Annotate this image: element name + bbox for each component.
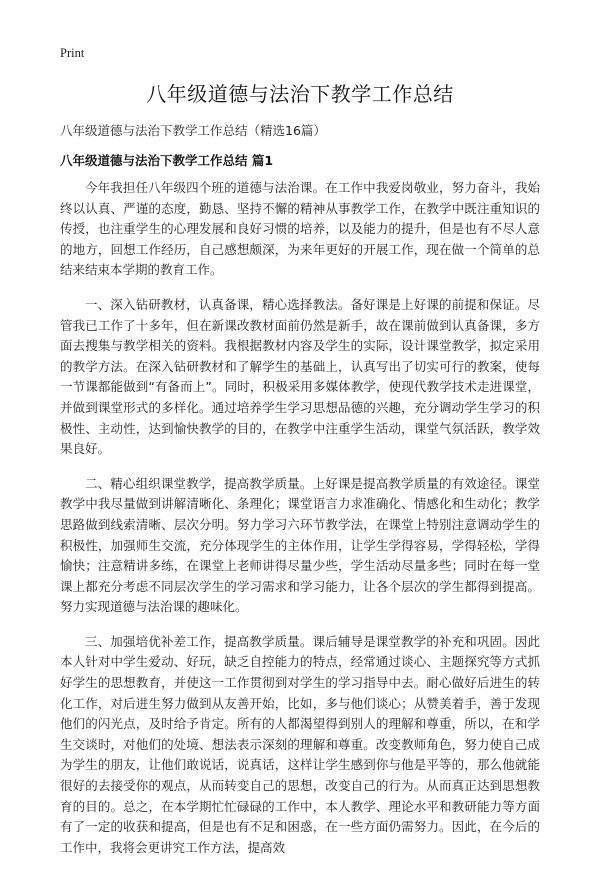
paragraph-section-2: 二、精心组织课堂教学，提高教学质量。上好课是提高教学质量的有效途径。课堂教学中我尽量做到讲解清晰化、条理化；课堂语言力求准确化、情感化和生动化；教学思路做到线索清晰、层次分明。努力学习六环节教学法，在课堂上特别注意调动学生的积极性，加强师生交流，充分体现学生的主体作用，让学生学得容易，学得轻松，学得愉快；注意精讲多练，在课堂上老师讲得尽量少些，学生活动尽量多些；同时在每一堂课上都充分考虑不同层次学生的学习需求和学习能力，让各个层次的学生都得到提高。努力实现道德与法治课的趣味化。 — [60, 475, 540, 615]
paragraph-section-1: 一、深入钻研教材，认真备课，精心选择教法。备好课是上好课的前提和保证。尽管我已工作了十多年，但在新课改教材面前仍然是新手，故在课前做到认真备课，多方面去搜集与教学相关的资料。我根据教材内容及学生的实际，设计课堂教学，拟定采用的教学方法。在深入钻研教材和了解学生的基础上，认真写出了切实可行的教案，使每一节课都能做到“有备而上”。同时，积极采用多媒体教学，使现代教学技术走进课堂，并做到课堂形式的多样化。通过培养学生学习思想品德的兴趣，充分调动学生学习的积极性、主动性，达到愉快教学的目的，在教学中注重学生活动，课堂气氛活跃，教学效果良好。 — [60, 296, 540, 457]
page-title: 八年级道德与法治下教学工作总结 — [146, 82, 454, 106]
section-heading: 八年级道德与法治下教学工作总结 篇1 — [60, 153, 274, 168]
paragraph-intro: 今年我担任八年级四个班的道德与法治课。在工作中我爱岗敬业，努力奋斗，我始终以认真、严谨的态度，勤恳、坚持不懈的精神从事教学工作，在教学中既注重知识的传授，也注重学生的心理发展和良好习惯的培养，以及能力的提升，但是也有不尽人意的地方，回想工作经历，自己感想颇深，为来年更好的开展工作，现在做一个简单的总结来结束本学期的教育工作。 — [60, 180, 540, 278]
print-link[interactable]: Print — [60, 46, 85, 60]
paragraph-section-3: 三、加强培优补差工作，提高教学质量。课后辅导是课堂教学的补充和巩固。因此本人针对中学生爱动、好玩，缺乏自控能力的特点，经常通过谈心、主题探究等方式抓好学生的思想教育，并使这一工作贯彻到对学生的学习指导中去。耐心做好后进生的转化工作，对后进生努力做到从友善开始，比如，多与他们谈心；从赞美着手，善于发现他们的闪光点，及时给予肯定。所有的人都渴望得到别人的理解和尊重，所以，在和学生交谈时，对他们的处境、想法表示深刻的理解和尊重。改变教师角色，努力使自己成为学生的朋友，让他们敢说话，说真话，这样让学生感到你与他是平等的，那么他就能很好的去接受你的观点，从而转变自己的思想，改变自己的行为。从而真正达到思想教育的目的。总之，在本学期忙忙碌碌的工作中，本人教学、理论水平和教研能力等方面有了一定的收获和提高，但是也有不足和困惑，在一些方面仍需努力。因此，在今后的工作中，我将会更讲究工作方法，提高效 — [60, 633, 540, 855]
document-body — [60, 178, 540, 872]
document-subtitle: 八年级道德与法治下教学工作总结（精选16篇） — [60, 123, 326, 138]
